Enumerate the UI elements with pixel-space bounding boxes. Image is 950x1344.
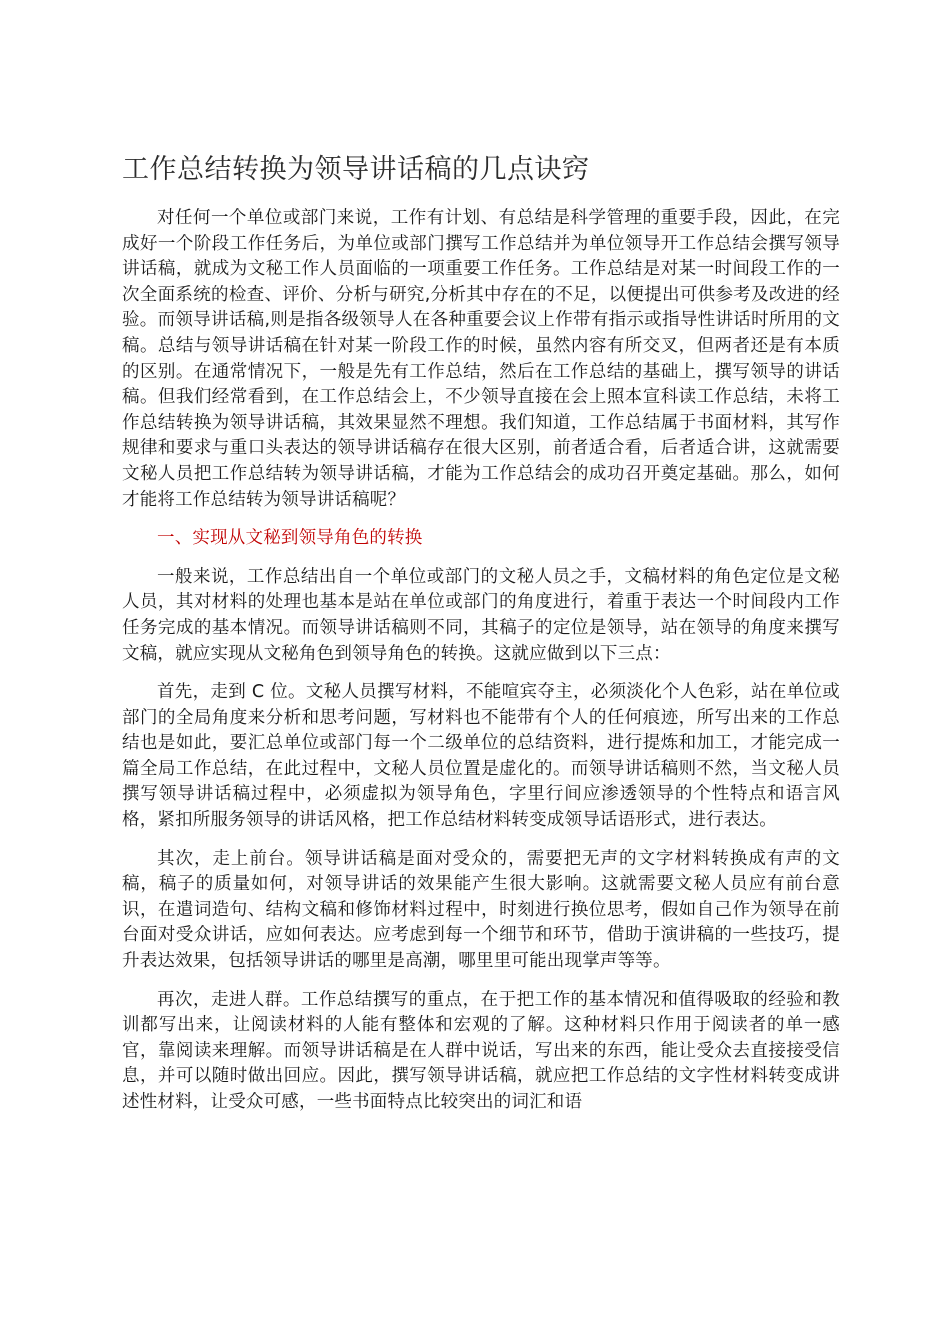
point-2-paragraph: 其次，走上前台。领导讲话稿是面对受众的，需要把无声的文字材料转换成有声的文稿，稿子的质量如何，对领导讲话的效果能产生很大影响。这就需要文秘人员应有前台意识，在遣词造句、结构文稿和修饰材料过程中，时刻进行换位思考，假如自己作为领导在前台面对受众讲话，应如何表达。应考虑到每一个细节和环节，借助于演讲稿的一些技巧，提升表达效果，包括领导讲话的哪里是高潮，哪里里可能出现掌声等等。 [122, 848, 840, 972]
document-page [122, 150, 840, 1129]
point-3-paragraph: 再次，走进人群。工作总结撰写的重点，在于把工作的基本情况和值得吸取的经验和教训都写出来，让阅读材料的人能有整体和宏观的了解。这种材料只作用于阅读者的单一感官，靠阅读来理解。而领导讲话稿是在人群中说话，写出来的东西，能让受众去直接接受信息，并可以随时做出回应。因此，撰写领导讲话稿，就应把工作总结的文字性材料转变成讲述性材料，让受众可感，一些书面特点比较突出的词汇和语 [122, 989, 840, 1112]
document-title: 工作总结转换为领导讲话稿的几点诀窍 [122, 154, 590, 185]
intro-paragraph: 对任何一个单位或部门来说，工作有计划、有总结是科学管理的重要手段，因此，在完成好一个阶段工作任务后，为单位或部门撰写工作总结并为单位领导开工作总结会撰写领导讲话稿，就成为文秘工作人员面临的一项重要工作任务。工作总结是对某一时间段工作的一次全面系统的检查、评价、分析与研究,分析其中存在的不足，以便提出可供参考及改进的经验。而领导讲话稿,则是指各级领导人在各种重要会议上作带有指示或指导性讲话时所用的文稿。总结与领导讲话稿在针对某一阶段工作的时候，虽然内容有所交叉，但两者还是有本质的区别。在通常情况下，一般是先有工作总结，然后在工作总结的基础上，撰写领导的讲话稿。但我们经常看到，在工作总结会上，不少领导直接在会上照本宣科读工作总结，未将工作总结转换为领导讲话稿，其效果显然不理想。我们知道，工作总结属于书面材料，其写作规律和要求与重口头表达的领导讲话稿存在很大区别，前者适合看，后者适合讲，这就需要文秘人员把工作总结转为领导讲话稿，才能为工作总结会的成功召开奠定基础。那么，如何才能将工作总结转为领导讲话稿呢？ [122, 208, 840, 510]
section-1-paragraph: 一般来说，工作总结出自一个单位或部门的文秘人员之手，文稿材料的角色定位是文秘人员，其对材料的处理也基本是站在单位或部门的角度进行，着重于表达一个时间段内工作任务完成的基本情况。而领导讲话稿则不同，其稿子的定位是领导，站在领导的角度来撰写文稿，就应实现从文秘角色到领导角色的转换。这就应做到以下三点： [122, 566, 840, 664]
point-1-paragraph: 首先，走到 C 位。文秘人员撰写材料，不能喧宾夺主，必须淡化个人色彩，站在单位或部门的全局角度来分析和思考问题，写材料也不能带有个人的任何痕迹，所写出来的工作总结也是如此，要汇总单位或部门每一个二级单位的总结资料，进行提炼和加工，才能完成一篇全局工作总结，在此过程中，文秘人员位置是虚化的。而领导讲话稿则不然，当文秘人员撰写领导讲话稿过程中，必须虚拟为领导角色，字里行间应渗透领导的个性特点和语言风格，紧扣所服务领导的讲话风格，把工作总结材料转变成领导话语形式，进行表达。 [122, 682, 840, 831]
section-1-heading: 一、实现从文秘到领导角色的转换 [157, 528, 423, 549]
